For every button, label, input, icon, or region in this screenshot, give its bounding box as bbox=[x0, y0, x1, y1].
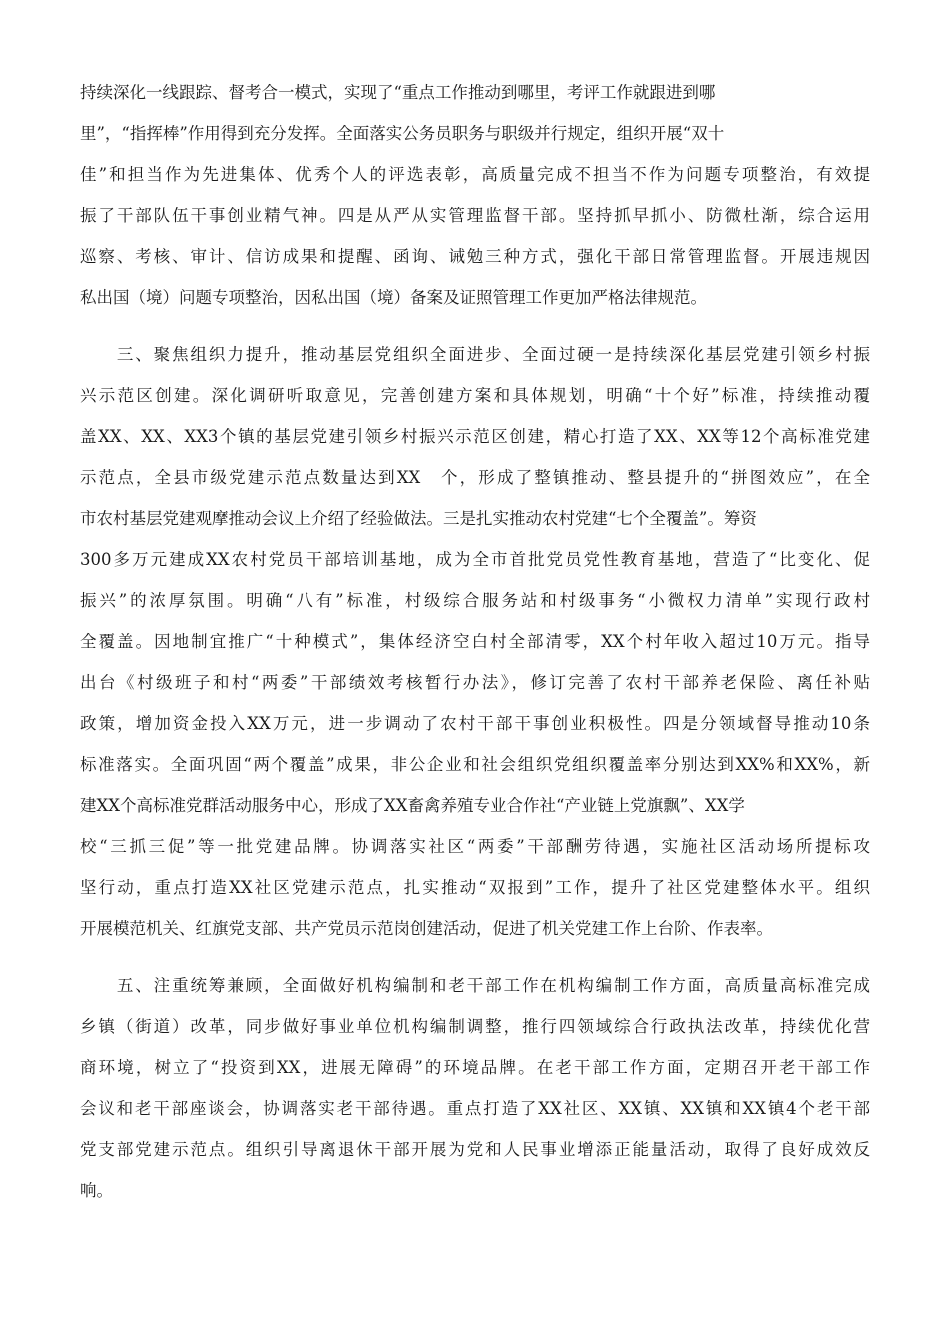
text-line: 佳”和担当作为先进集体、优秀个人的评选表彰，高质量完成不担当不作为问题专项整治，有效提 bbox=[80, 165, 870, 184]
text-line: 响。 bbox=[80, 1181, 113, 1200]
text-line: 示范点，全县市级党建示范点数量达到XX 个，形成了整镇推动、整县提升的“拼图效应”，在全 bbox=[80, 468, 870, 487]
text-line: 党支部党建示范点。组织引导离退休干部开展为党和人民事业增添正能量活动，取得了良好成效反 bbox=[80, 1140, 870, 1159]
text-line: 标准落实。全面巩固“两个覆盖”成果，非公企业和社会组织党组织覆盖率分别达到XX%和XX%，新 bbox=[80, 755, 870, 774]
text-line: 振了干部队伍干事创业精气神。四是从严从实管理监督干部。坚持抓早抓小、防微杜渐，综合运用 bbox=[80, 206, 870, 225]
text-line: 乡镇（街道）改革，同步做好事业单位机构编制调整，推行四领域综合行政执法改革，持续优化营 bbox=[80, 1017, 870, 1036]
text-line: 开展模范机关、红旗党支部、共产党员示范岗创建活动，促进了机关党建工作上台阶、作表率。 bbox=[80, 919, 773, 938]
text-line: 政策，增加资金投入XX万元，进一步调动了农村干部干事创业积极性。四是分领域督导推动10条 bbox=[80, 714, 870, 733]
text-line: 出台《村级班子和村“两委”干部绩效考核暂行办法》，修订完善了农村干部养老保险、离任补贴 bbox=[80, 673, 870, 692]
text-line: 里”，“指挥棒”作用得到充分发挥。全面落实公务员职务与职级并行规定，组织开展“双十 bbox=[80, 124, 725, 143]
text-line: 私出国（境）问题专项整治，因私出国（境）备案及证照管理工作更加严格法律规范。 bbox=[80, 288, 707, 307]
text-line: 会议和老干部座谈会，协调落实老干部待遇。重点打造了XX社区、XX镇、XX镇和XX镇4个老干部 bbox=[80, 1099, 870, 1118]
text-line: 巡察、考核、审计、信访成果和提醒、函询、诫勉三种方式，强化干部日常管理监督。开展违规因 bbox=[80, 247, 870, 266]
text-line: 坚行动，重点打造XX社区党建示范点，扎实推动“双报到”工作，提升了社区党建整体水平。组织 bbox=[80, 878, 870, 897]
text-line: 全覆盖。因地制宜推广“十种模式”，集体经济空白村全部清零，XX个村年收入超过10万元。指导 bbox=[80, 632, 870, 651]
text-line: 三、聚焦组织力提升，推动基层党组织全面进步、全面过硬一是持续深化基层党建引领乡村振 bbox=[80, 345, 870, 364]
paragraph-section-five bbox=[80, 965, 870, 1211]
document-page bbox=[80, 72, 870, 1227]
text-line: 300多万元建成XX农村党员干部培训基地，成为全市首批党员党性教育基地，营造了“比变化、促 bbox=[80, 550, 870, 569]
text-line: 持续深化一线跟踪、督考合一模式，实现了“重点工作推动到哪里，考评工作就跟进到哪 bbox=[80, 83, 716, 102]
text-line: 盖XX、XX、XX3个镇的基层党建引领乡村振兴示范区创建，精心打造了XX、XX等12个高标准党建 bbox=[80, 427, 870, 446]
paragraph-cadre-supervision bbox=[80, 72, 870, 318]
text-line: 建XX个高标准党群活动服务中心，形成了XX畜禽养殖专业合作社“产业链上党旗飘”、XX学 bbox=[80, 796, 745, 815]
text-line: 商环境，树立了“投资到XX，进展无障碍”的环境品牌。在老干部工作方面，定期召开老干部工作 bbox=[80, 1058, 870, 1077]
text-line: 振兴”的浓厚氛围。明确“八有”标准，村级综合服务站和村级事务“小微权力清单”实现行政村 bbox=[80, 591, 870, 610]
paragraph-section-three bbox=[80, 334, 870, 949]
text-line: 市农村基层党建观摩推动会议上介绍了经验做法。三是扎实推动农村党建“七个全覆盖”。筹资 bbox=[80, 509, 757, 528]
text-line: 兴示范区创建。深化调研听取意见，完善创建方案和具体规划，明确“十个好”标准，持续推动覆 bbox=[80, 386, 870, 405]
text-line: 校“三抓三促”等一批党建品牌。协调落实社区“两委”干部酬劳待遇，实施社区活动场所提标攻 bbox=[80, 837, 870, 856]
text-line: 五、注重统筹兼顾，全面做好机构编制和老干部工作在机构编制工作方面，高质量高标准完成 bbox=[80, 976, 870, 995]
